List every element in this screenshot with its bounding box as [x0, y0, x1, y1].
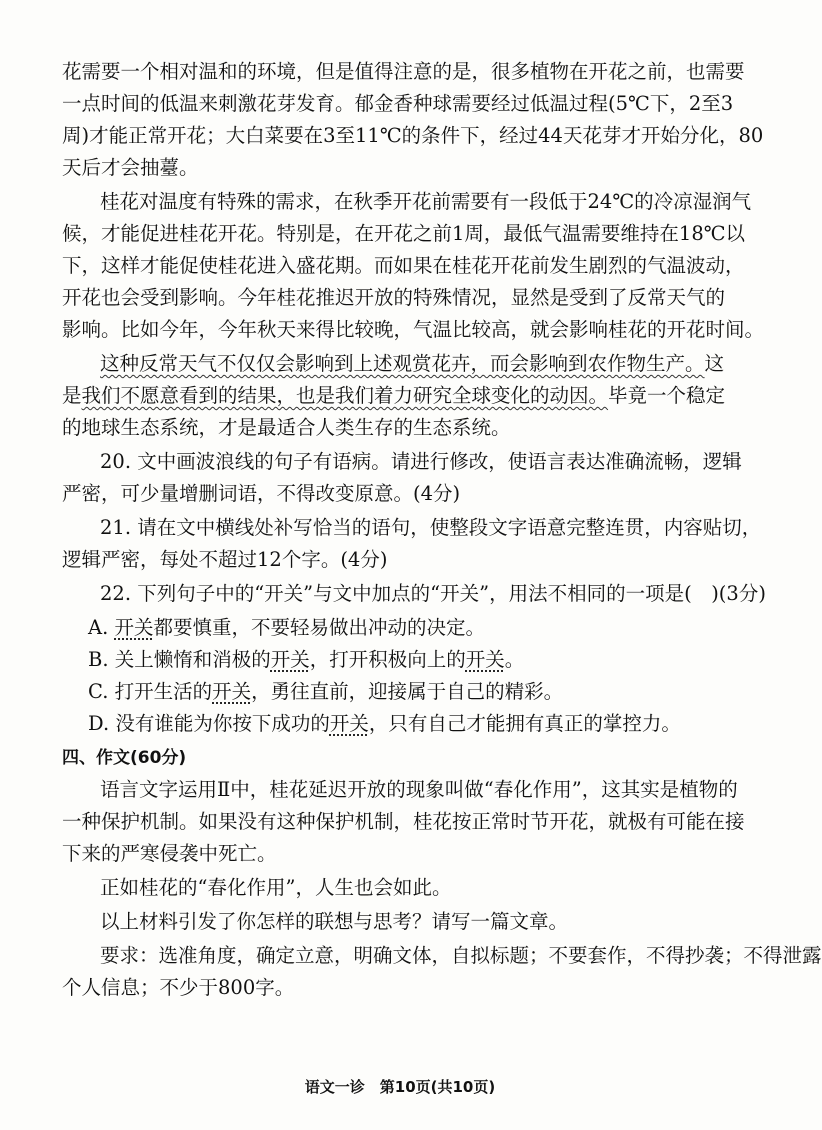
- passage-line: 开花也会受到影响。今年桂花推迟开放的特殊情况，显然是受到了反常天气的: [62, 286, 726, 309]
- essay-requirements: 要求：选准角度，确定立意，明确文体，自拟标题；不要套作，不得抄袭；不得泄露: [100, 944, 822, 967]
- passage-line: 下，这样才能促使桂花进入盛花期。而如果在桂花开花前发生剧烈的气温波动，: [62, 254, 745, 277]
- question-21: 21. 请在文中横线处补写恰当的语句，使整段文字语意完整连贯，内容贴切，: [100, 516, 762, 539]
- dotted-keyword: 开关: [465, 648, 505, 671]
- question-20: 20. 文中画波浪线的句子有语病。请进行修改，使语言表达准确流畅，逻辑: [100, 450, 742, 473]
- dotted-keyword: 开关: [114, 616, 154, 639]
- option-text: ，勇往直前，迎接属于自己的精彩。: [251, 680, 564, 703]
- question-21-cont: 逻辑严密，每处不超过12个字。(4分): [62, 548, 388, 571]
- wavy-sentence: 这种反常天气不仅仅会影响到上述观赏花卉，而会影响到农作物生产。: [100, 352, 705, 375]
- dotted-keyword: 开关: [270, 648, 310, 671]
- passage-line: 影响。比如今年，今年秋天来得比较晚，气温比较高，就会影响桂花的开花时间。: [62, 318, 765, 341]
- passage-line: 的地球生态系统，才是最适合人类生存的生态系统。: [62, 416, 511, 439]
- passage-line: 桂花对温度有特殊的需求，在秋季开花前需要有一段低于24℃的冷凉湿润气: [100, 190, 752, 213]
- essay-requirements-cont: 个人信息；不少于800字。: [62, 976, 295, 999]
- passage-line: 天后才会抽薹。: [62, 156, 199, 179]
- dotted-keyword: 开关: [329, 712, 369, 735]
- dotted-keyword: 开关: [212, 680, 252, 703]
- passage-text: 毕竟一个稳定: [608, 384, 726, 407]
- option-c: [88, 676, 742, 708]
- option-text: ，打开积极向上的: [309, 648, 466, 671]
- option-text: 都要慎重，不要轻易做出冲动的决定。: [153, 616, 486, 639]
- option-text: B. 关上懒惰和消极的: [88, 648, 271, 671]
- essay-line: 一种保护机制。如果没有这种保护机制，桂花按正常时节开花，就极有可能在接: [62, 810, 745, 833]
- option-text: ，只有自己才能拥有真正的掌控力。: [368, 712, 681, 735]
- essay-line: 正如桂花的“春化作用”，人生也会如此。: [100, 876, 452, 899]
- question-20-cont: 严密，可少量增删词语，不得改变原意。(4分): [62, 482, 461, 505]
- passage-line: 花需要一个相对温和的环境，但是值得注意的是，很多植物在开花之前，也需要: [62, 60, 745, 83]
- passage-line: [62, 380, 742, 412]
- option-text: D. 没有谁能为你按下成功的: [88, 712, 330, 735]
- option-text: C. 打开生活的: [88, 680, 213, 703]
- option-b: [88, 644, 742, 676]
- option-a: [88, 612, 742, 644]
- passage-text: 这: [704, 352, 725, 375]
- question-22: 22. 下列句子中的“开关”与文中加点的“开关”，用法不相同的一项是( )(3分): [100, 582, 766, 605]
- passage-line: [100, 348, 742, 380]
- essay-prompt: 以上材料引发了你怎样的联想与思考？请写一篇文章。: [100, 910, 569, 933]
- page-footer: 语文一诊 第10页(共10页): [304, 1078, 496, 1096]
- passage-line: 周)才能正常开花；大白菜要在3至11℃的条件下，经过44天花芽才开始分化，80: [62, 124, 764, 147]
- essay-line: 语言文字运用Ⅱ中，桂花延迟开放的现象叫做“春化作用”，这其实是植物的: [100, 778, 738, 801]
- option-label: A.: [88, 616, 115, 639]
- wavy-sentence: 我们不愿意看到的结果，也是我们着力研究全球变化的动因。: [81, 384, 609, 407]
- essay-line: 下来的严寒侵袭中死亡。: [62, 842, 277, 865]
- option-d: [88, 708, 742, 740]
- passage-text: 是: [62, 384, 82, 407]
- passage-line: 一点时间的低温来刺激花芽发育。郁金香种球需要经过低温过程(5℃下，2至3: [62, 92, 734, 115]
- section-heading: 四、作文(60分): [62, 748, 187, 768]
- option-text: 。: [504, 648, 525, 671]
- passage-line: 候，才能促进桂花开花。特别是，在开花之前1周，最低气温需要维持在18℃以: [62, 222, 746, 245]
